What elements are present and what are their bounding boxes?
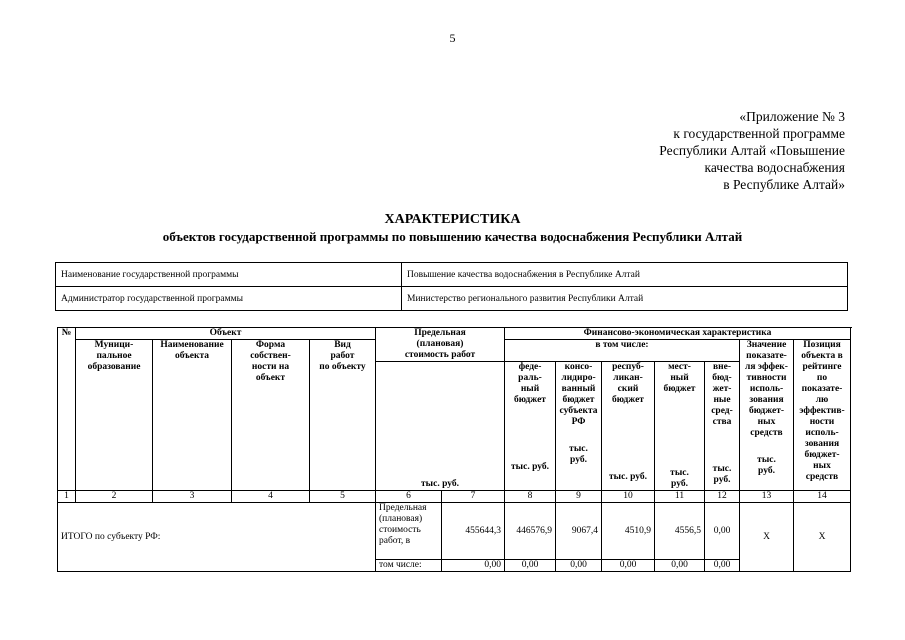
col-republic-header <box>602 362 655 491</box>
admin-label: Администратор государственной программы <box>56 287 402 311</box>
consolidated-title: консо- лидиро- ванный бюджет субъекта РФ <box>559 362 598 427</box>
local-title: мест- ный бюджет <box>663 362 696 394</box>
col-offbudget-header <box>705 362 740 491</box>
republic-unit: тыс. руб. <box>609 472 647 482</box>
col-object-header: Объект <box>76 328 376 340</box>
col-number: 8 <box>505 491 556 503</box>
total-federal: 446576,9 <box>505 503 556 560</box>
offbudget-title: вне- бюд- жет- ные сред- ства <box>711 362 733 427</box>
document-title <box>0 211 905 245</box>
col-number: 13 <box>740 491 794 503</box>
col-number: 14 <box>794 491 851 503</box>
federal-title: феде- раль- ный бюджет <box>514 362 546 405</box>
sub-consolidated: 0,00 <box>556 560 602 572</box>
efficiency-unit: тыс. руб. <box>757 455 776 476</box>
col-number: 4 <box>232 491 310 503</box>
table-row <box>56 263 848 287</box>
sub-republic: 0,00 <box>602 560 655 572</box>
column-number-row <box>58 491 851 503</box>
title-main: ХАРАКТЕРИСТИКА <box>384 212 521 227</box>
col-number: 10 <box>602 491 655 503</box>
page-number: 5 <box>449 31 456 45</box>
efficiency-title: Значение показате- ля эффек- тивности исполь- зования бюджет- ных средств <box>745 340 788 438</box>
appendix-line: «Приложение № 3 <box>739 109 845 124</box>
col-consolidated-header <box>556 362 602 491</box>
col-number: 9 <box>556 491 602 503</box>
col-number: 7 <box>442 491 505 503</box>
col-cost-header: Предельная (плановая) стоимость работ <box>376 328 505 362</box>
appendix-line: в Республике Алтай» <box>723 177 845 192</box>
col-number: 5 <box>310 491 376 503</box>
header-row <box>58 328 851 340</box>
col-number: 1 <box>58 491 76 503</box>
objects-table <box>57 327 851 572</box>
program-label: Наименование государственной программы <box>56 263 402 287</box>
col-municipal-header: Муници- пальное образование <box>76 340 153 491</box>
republic-title: респуб- ликан- ский бюджет <box>612 362 644 405</box>
total-cost: 455644,3 <box>442 503 505 560</box>
admin-value: Министерство регионального развития Республики Алтай <box>402 287 848 311</box>
col-local-header <box>655 362 705 491</box>
col-number: 11 <box>655 491 705 503</box>
col-worktype-header: Вид работ по объекту <box>310 340 376 491</box>
col-number: 3 <box>153 491 232 503</box>
total-consolidated: 9067,4 <box>556 503 602 560</box>
appendix-note <box>659 108 845 193</box>
col-efficiency-header <box>740 340 794 491</box>
total-local: 4556,5 <box>655 503 705 560</box>
col-rating-header: Позиция объекта в рейтинге по показате- лю эффектив- ности исполь- зования бюджет- ных средств <box>794 340 851 491</box>
sub-offbudget: 0,00 <box>705 560 740 572</box>
col-federal-header <box>505 362 556 491</box>
total-republic: 4510,9 <box>602 503 655 560</box>
appendix-line: к государственной программе <box>673 126 845 141</box>
total-desc: Предельная (плановая) стоимость работ, в <box>376 503 442 560</box>
total-efficiency: Х <box>740 503 794 572</box>
consolidated-unit: тыс. руб. <box>569 444 588 465</box>
col-name-header: Наименование объекта <box>153 340 232 491</box>
local-unit: тыс. руб. <box>670 468 689 489</box>
total-offbudget: 0,00 <box>705 503 740 560</box>
appendix-line: Республики Алтай «Повышение <box>659 143 845 158</box>
sub-local: 0,00 <box>655 560 705 572</box>
program-value: Повышение качества водоснабжения в Республике Алтай <box>402 263 848 287</box>
title-sub: объектов государственной программы по повышению качества водоснабжения Республики Алтай <box>162 229 743 244</box>
total-desc-cont: том числе: <box>376 560 442 572</box>
total-label: ИТОГО по субъекту РФ: <box>58 503 376 572</box>
sub-cost: 0,00 <box>442 560 505 572</box>
unit-cost: тыс. руб. <box>376 362 505 491</box>
appendix-line: качества водоснабжения <box>704 160 845 175</box>
col-number: 6 <box>376 491 442 503</box>
sub-federal: 0,00 <box>505 560 556 572</box>
program-info-table <box>55 262 848 311</box>
federal-unit: тыс. руб. <box>511 462 549 472</box>
col-incl-header: в том числе: <box>505 340 740 362</box>
col-fin-header: Финансово-экономическая характеристика <box>505 328 851 340</box>
col-ownership-header: Форма собствен- ности на объект <box>232 340 310 491</box>
col-no-header: № <box>58 328 76 491</box>
offbudget-unit: тыс. руб. <box>712 464 732 485</box>
table-row <box>56 287 848 311</box>
col-number: 12 <box>705 491 740 503</box>
total-row <box>58 503 851 560</box>
col-number: 2 <box>76 491 153 503</box>
total-rating: Х <box>794 503 851 572</box>
